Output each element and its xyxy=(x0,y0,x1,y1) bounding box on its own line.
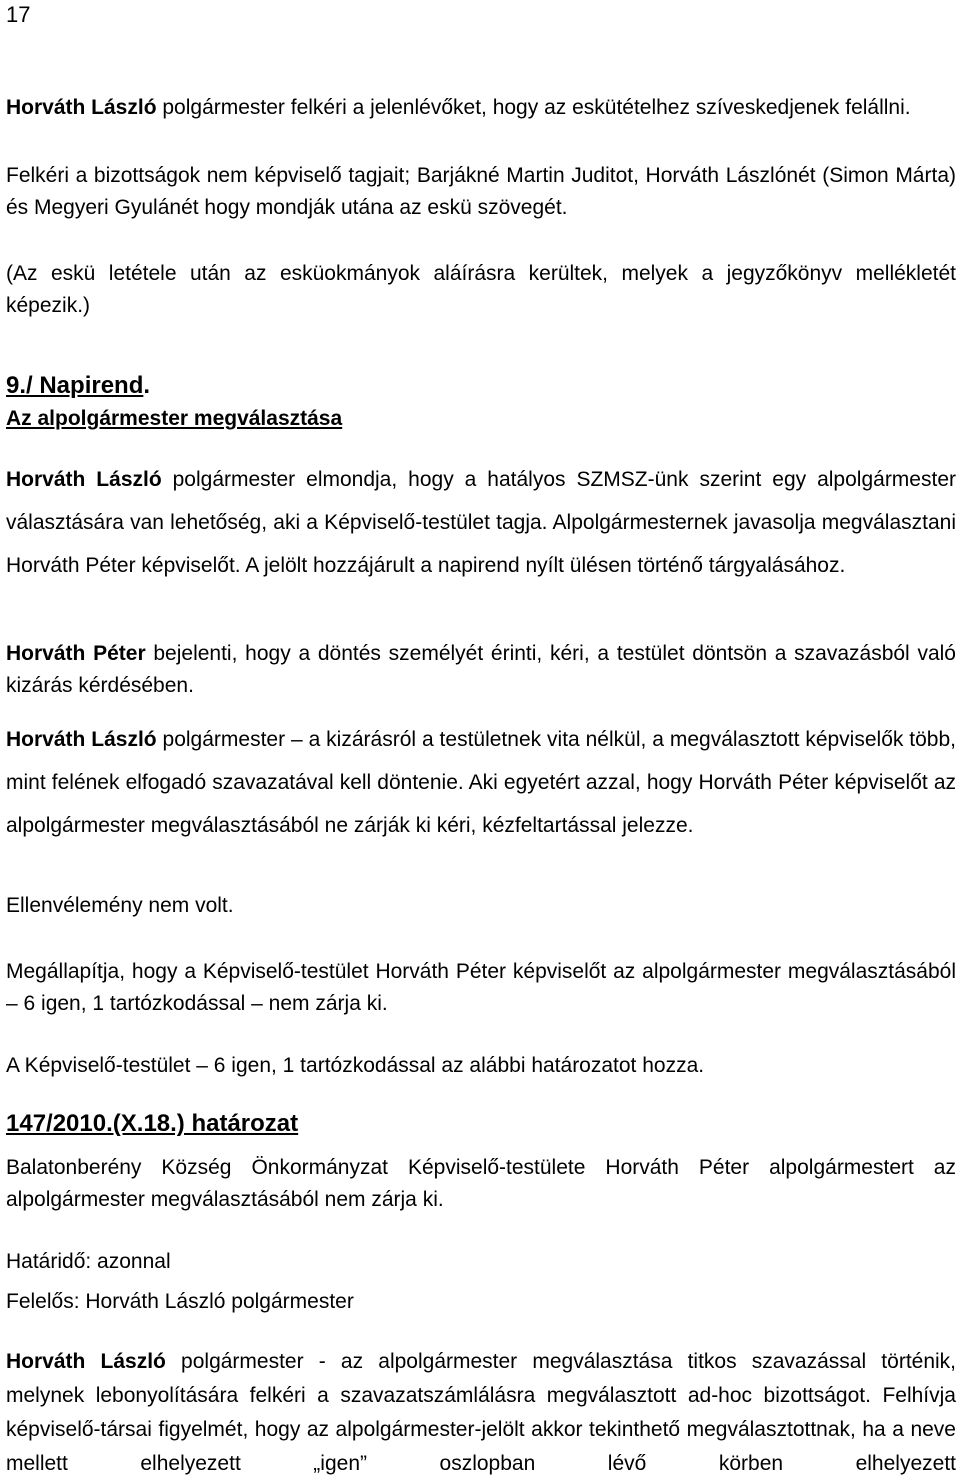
agenda-heading xyxy=(6,372,150,400)
page-number: 17 xyxy=(6,2,31,27)
paragraph-exclusion-request xyxy=(6,638,956,702)
resolution-deadline: Határidő: azonnal xyxy=(6,1250,171,1273)
paragraph-text: polgármester felkéri a jelenlévőket, hogy az eskütételhez szíveskedjenek felállni. xyxy=(156,96,911,119)
paragraph-decision-intro: A Képviselő-testület – 6 igen, 1 tartózkodással az alábbi határozatot hozza. xyxy=(6,1054,705,1077)
speaker-name: Horváth László xyxy=(6,728,157,751)
paragraph-text: polgármester - az alpolgármester megválasztása titkos szavazással történik, melynek lebonyolítására felkéri a szavazatszámlálásra megválasztott ad-hoc bizottságot. Felhívja képviselő-társai figyelmét, hogy az alpolgármester-jelölt akkor tekinthető megválasztottnak, ha a neve mellett elhelyezett „igen” oszlopban lévő körben elhelyezett xyxy=(6,1350,957,1475)
paragraph-oath-call xyxy=(6,92,956,124)
paragraph-mayor-proposal xyxy=(6,458,956,587)
speaker-name: Horváth László xyxy=(6,468,162,491)
paragraph-secret-ballot xyxy=(6,1345,956,1481)
agenda-subject: Az alpolgármester megválasztása xyxy=(6,407,343,430)
paragraph-oath-documents: (Az eskü letétele után az esküokmányok aláírásra kerültek, melyek a jegyzőkönyv mellékletét képezik.) xyxy=(6,262,956,317)
resolution-text: Balatonberény Község Önkormányzat Képviselő-testülete Horváth Péter alpolgármestert az alpolgármester megválasztásából nem zárja ki. xyxy=(6,1156,956,1211)
paragraph-exclusion-vote xyxy=(6,718,956,847)
speaker-name: Horváth Péter xyxy=(6,642,146,665)
paragraph-text: polgármester – a kizárásról a testületnek vita nélkül, a megválasztott képviselők több, mint felének elfogadó szavazatával kell döntenie. Aki egyetért azzal, hogy Horváth Péter képviselőt az alpolgármester megválasztásából ne zárják ki kéri, kézfeltartással jelezze. xyxy=(6,728,956,837)
agenda-number: 9./ Napirend xyxy=(6,372,144,399)
speaker-name: Horváth László xyxy=(6,1350,166,1373)
paragraph-text: bejelenti, hogy a döntés személyét érinti, kéri, a testület döntsön a szavazásból való kizárás kérdésében. xyxy=(6,642,956,697)
agenda-dot: . xyxy=(143,372,151,399)
paragraph-committee-members: Felkéri a bizottságok nem képviselő tagjait; Barjákné Martin Juditot, Horváth Lászlónét (Simon Márta) és Megyeri Gyulánét hogy mondják utána az eskü szövegét. xyxy=(6,164,956,219)
paragraph-text: polgármester elmondja, hogy a hatályos SZMSZ-ünk szerint egy alpolgármester választására van lehetőség, aki a Képviselő-testület tagja. Alpolgármesternek javasolja megválasztani Horváth Péter képviselőt. A jelölt hozzájárult a napirend nyílt ülésen történő tárgyalásához. xyxy=(6,468,956,577)
resolution-title: 147/2010.(X.18.) határozat xyxy=(6,1110,299,1137)
paragraph-finding: Megállapítja, hogy a Képviselő-testület Horváth Péter képviselőt az alpolgármester megválasztásából – 6 igen, 1 tartózkodással – nem zárja ki. xyxy=(6,960,956,1015)
resolution-responsible: Felelős: Horváth László polgármester xyxy=(6,1290,354,1313)
paragraph-no-objection: Ellenvélemény nem volt. xyxy=(6,894,234,917)
speaker-name: Horváth László xyxy=(6,96,157,119)
